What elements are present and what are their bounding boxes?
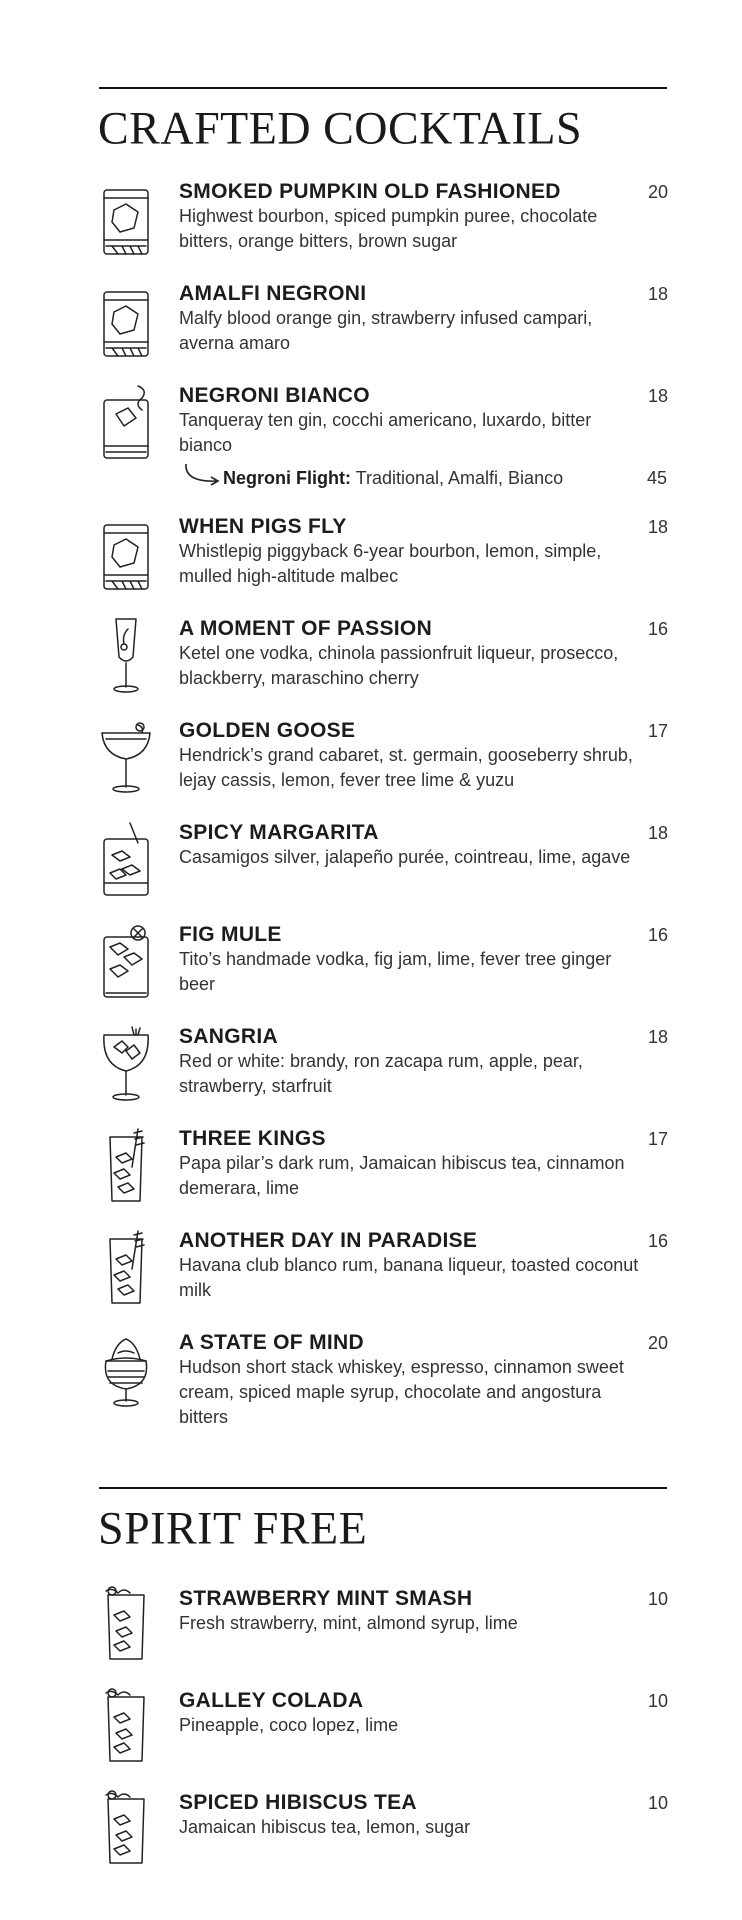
flute-glass-icon	[98, 617, 154, 695]
highball-glass-icon	[98, 1791, 154, 1869]
item-name: ANOTHER DAY IN PARADISE	[179, 1229, 478, 1252]
item-description: Fresh strawberry, mint, almond syrup, lime	[179, 1613, 518, 1633]
section-divider	[99, 87, 667, 89]
flight-label: Negroni Flight:	[223, 468, 351, 488]
item-name: GOLDEN GOOSE	[179, 719, 356, 742]
item-price: 17	[647, 721, 668, 741]
item-price: 20	[647, 182, 668, 202]
item-description: Ketel one vodka, chinola passionfruit liqueur, prosecco, blackberry, maraschino cherry	[179, 643, 619, 688]
item-description: Tanqueray ten gin, cocchi americano, luxardo, bitter bianco	[179, 410, 592, 455]
wine-glass-icon	[98, 1025, 154, 1103]
section-title: SPIRIT FREE	[98, 1501, 368, 1554]
item-price: 18	[647, 1027, 668, 1047]
item-description: Whistlepig piggyback 6-year bourbon, lemon, simple, mulled high-altitude malbec	[179, 541, 602, 586]
section-divider	[99, 1487, 667, 1489]
item-name: STRAWBERRY MINT SMASH	[179, 1587, 473, 1610]
rocks-glass-icon	[98, 515, 154, 593]
highball-glass-icon	[98, 1587, 154, 1665]
item-price: 20	[647, 1333, 668, 1353]
item-name: FIG MULE	[179, 923, 282, 946]
item-price: 16	[647, 925, 668, 945]
item-description: Highwest bourbon, spiced pumpkin puree, chocolate bitters, orange bitters, brown sugar	[179, 206, 598, 251]
arrow-icon	[183, 463, 223, 487]
item-description: Tito’s handmade vodka, fig jam, lime, fever tree ginger beer	[179, 949, 612, 994]
flight-line	[223, 466, 563, 490]
item-price: 16	[647, 619, 668, 639]
item-price: 18	[647, 517, 668, 537]
item-name: SPICY MARGARITA	[179, 821, 379, 844]
item-description: Hudson short stack whiskey, espresso, cinnamon sweet cream, spiced maple syrup, chocolate and angostura bitters	[179, 1357, 624, 1427]
item-description: Havana club blanco rum, banana liqueur, toasted coconut milk	[179, 1255, 639, 1300]
flight-price: 45	[646, 468, 667, 488]
item-description: Hendrick’s grand cabaret, st. germain, gooseberry shrub, lejay cassis, lemon, fever tree lime & yuzu	[179, 745, 633, 790]
item-name: SPICED HIBISCUS TEA	[179, 1791, 417, 1814]
item-price: 18	[647, 284, 668, 304]
item-description: Jamaican hibiscus tea, lemon, sugar	[179, 1817, 471, 1837]
rocks-glass-icon	[98, 282, 154, 360]
item-price: 17	[647, 1129, 668, 1149]
item-price: 18	[647, 386, 668, 406]
item-name: NEGRONI BIANCO	[179, 384, 370, 407]
item-name: A STATE OF MIND	[179, 1331, 364, 1354]
highball-glass-icon	[98, 1689, 154, 1767]
rocks-glass-icon	[98, 180, 154, 258]
rocks-glass-twist-icon	[98, 384, 154, 462]
item-price: 16	[647, 1231, 668, 1251]
item-description: Red or white: brandy, ron zacapa rum, apple, pear, strawberry, starfruit	[179, 1051, 583, 1096]
rocks-glass-ice-icon	[98, 821, 154, 899]
item-price: 10	[647, 1793, 668, 1813]
item-name: SANGRIA	[179, 1025, 278, 1048]
item-name: A MOMENT OF PASSION	[179, 617, 433, 640]
item-name: AMALFI NEGRONI	[179, 282, 367, 305]
mule-glass-icon	[98, 923, 154, 1001]
item-name: THREE KINGS	[179, 1127, 326, 1150]
section-title: CRAFTED COCKTAILS	[98, 101, 583, 154]
collins-glass-icon	[98, 1229, 154, 1307]
item-description: Casamigos silver, jalapeño purée, cointreau, lime, agave	[179, 847, 631, 867]
item-price: 10	[647, 1589, 668, 1609]
item-description: Papa pilar’s dark rum, Jamaican hibiscus tea, cinnamon demerara, lime	[179, 1153, 625, 1198]
item-name: SMOKED PUMPKIN OLD FASHIONED	[179, 180, 561, 203]
flight-text: Traditional, Amalfi, Bianco	[350, 468, 564, 488]
item-description: Malfy blood orange gin, strawberry infused campari, averna amaro	[179, 308, 593, 353]
snifter-glass-icon	[98, 1331, 154, 1409]
item-price: 10	[647, 1691, 668, 1711]
coupe-glass-icon	[98, 719, 154, 797]
item-price: 18	[647, 823, 668, 843]
item-description: Pineapple, coco lopez, lime	[179, 1715, 399, 1735]
collins-glass-icon	[98, 1127, 154, 1205]
item-name: WHEN PIGS FLY	[179, 515, 347, 538]
item-name: GALLEY COLADA	[179, 1689, 364, 1712]
